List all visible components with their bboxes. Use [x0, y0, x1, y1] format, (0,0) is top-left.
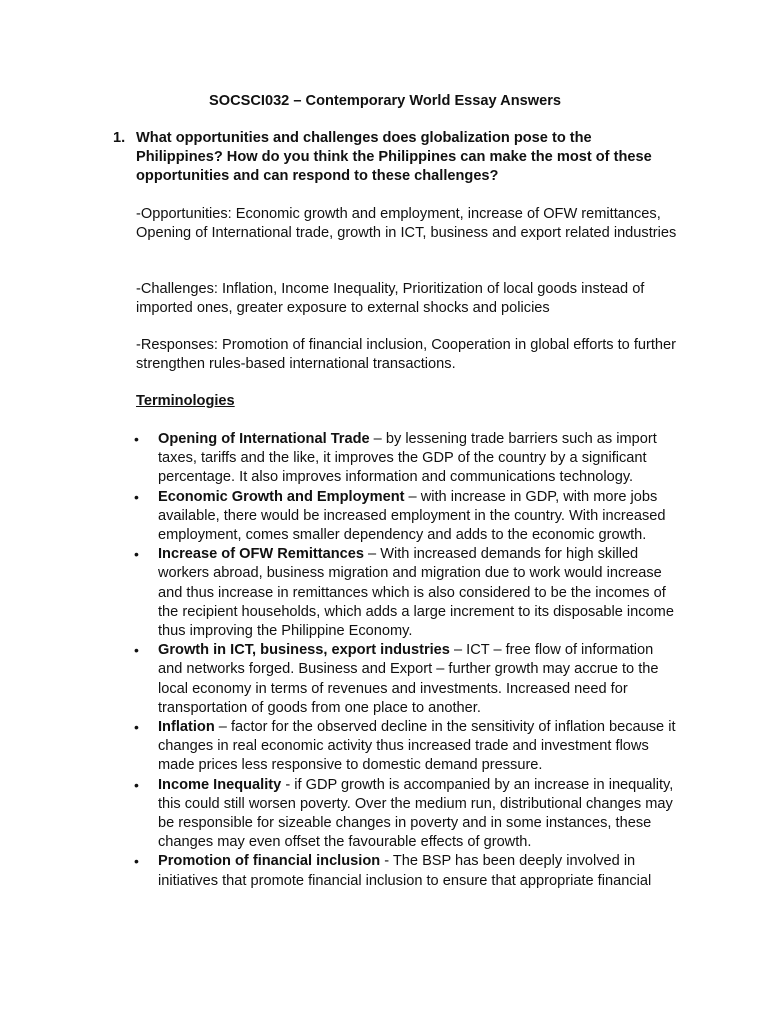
term-name: Opening of International Trade — [158, 431, 370, 447]
term-definition: - if GDP growth is accompanied by an increase in inequality, this could still worsen poverty. Over the medium run, distributional changes may be responsible for sizeable changes in poverty and in some instances, these changes may even offset the favourable effects of growth. — [158, 776, 674, 851]
term-definition: – factor for the observed decline in the sensitivity of inflation because it changes in real economic activity thus increased trade and investment flows made prices less responsive to domestic demand pressure. — [158, 719, 676, 774]
term-definition: – by lessening trade barriers such as import taxes, tariffs and the like, it improves the GDP of the country by a significant percentage. It also improves information and communications technology. — [158, 431, 657, 486]
term-item — [136, 641, 681, 718]
document-title-text: SOCSCI032 – Contemporary World Essay Answers — [209, 93, 561, 109]
term-item — [136, 718, 681, 776]
term-name: Promotion of financial inclusion — [158, 853, 381, 870]
challenges-paragraph: -Challenges: Inflation, Income Inequality, Prioritization of local goods instead of imported ones, greater exposure to external shocks and policies — [136, 281, 645, 317]
terminologies-list — [136, 430, 681, 891]
term-definition: – with increase in GDP, with more jobs available, there would be increased employment in the country. With increased employment, comes smaller dependency and adds to the economic growth. — [158, 488, 666, 544]
opportunities-paragraph: -Opportunities: Economic growth and employment, increase of OFW remittances, Opening of International trade, growth in ICT, business and export related industries — [136, 206, 677, 242]
bullet-icon: • — [134, 776, 139, 793]
term-name: Growth in ICT, business, export industries — [158, 642, 450, 659]
question-number: 1. — [113, 130, 126, 146]
bullet-icon: • — [134, 853, 139, 870]
responses-paragraph: -Responses: Promotion of financial inclusion, Cooperation in global efforts to further strengthen rules-based international transactions. — [136, 337, 676, 373]
term-name: Inflation — [158, 719, 215, 736]
term-item — [136, 545, 681, 641]
term-definition: – With increased demands for high skilled workers abroad, business migration and migration due to work would increase and thus increase in remittances which is also considered to be the incomes of the recipient households, which adds a large increment to its disposable income thus improving the Philippine Economy. — [158, 546, 674, 640]
term-definition: - The BSP has been deeply involved in initiatives that promote financial inclusion to ensure that appropriate financial — [158, 853, 652, 889]
bullet-icon: • — [134, 546, 139, 563]
term-name: Increase of OFW Remittances — [158, 546, 364, 563]
term-item — [136, 776, 681, 853]
term-item — [136, 430, 681, 488]
bullet-icon: • — [134, 719, 139, 736]
term-item — [136, 488, 681, 546]
term-name: Economic Growth and Employment — [158, 488, 405, 505]
question-1 — [113, 129, 673, 187]
term-name: Income Inequality — [158, 776, 282, 793]
question-text: What opportunities and challenges does globalization pose to the Philippines? How do you think the Philippines can make the most of these opportunities and can respond to these challenges? — [136, 130, 652, 185]
document-title — [0, 92, 768, 111]
term-item — [136, 852, 681, 890]
bullet-icon: • — [134, 488, 139, 505]
bullet-icon: • — [134, 642, 139, 659]
term-definition: – ICT – free flow of information and networks forged. Business and Export – further growth may accrue to the local economy in terms of revenues and investments. Increased need for transportation of goods from one place to another. — [158, 642, 659, 716]
terminologies-heading: Terminologies — [136, 393, 235, 409]
bullet-icon: • — [134, 431, 139, 447]
